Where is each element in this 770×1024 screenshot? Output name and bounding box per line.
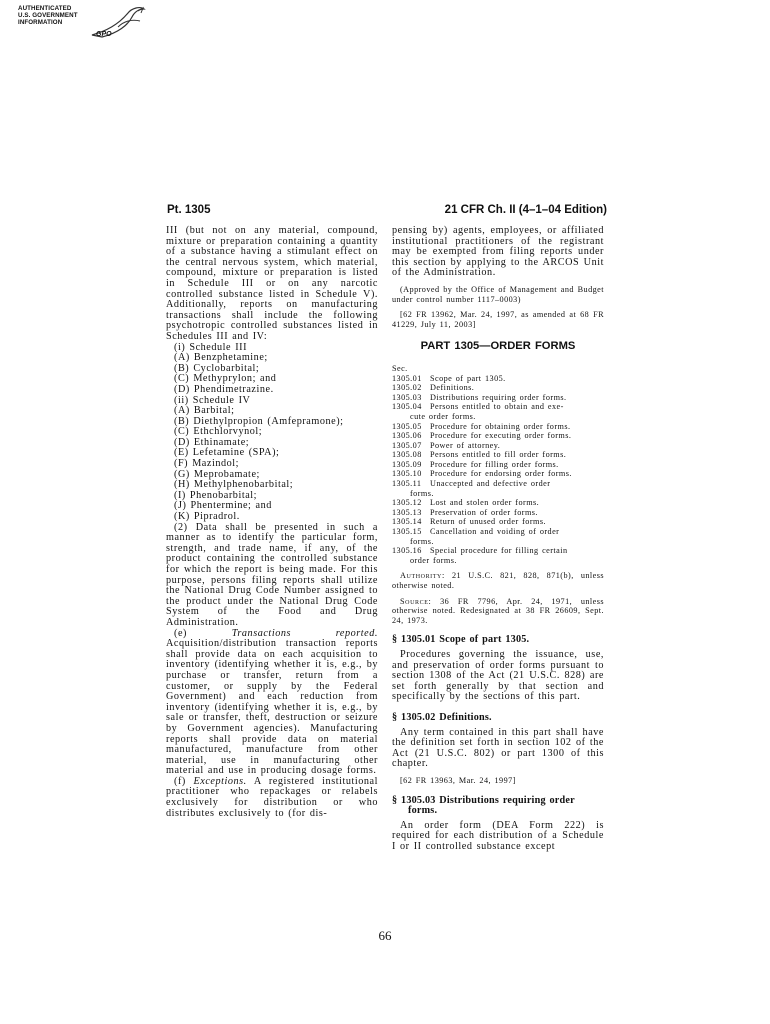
toc-section-title: Persons entitled to fill order forms. — [430, 450, 567, 460]
toc-section-title: Distributions requiring order forms. — [430, 392, 567, 402]
left-column — [166, 226, 378, 819]
paragraph-body: Acquisition/distribution transaction reports shall provide data on each acquisition to inventory (identifying whether it is, e.g., by purchase or transfer, return from a customer, or supply by the Federal Government) and each reduction from inventory (identifying whether it is, e.g., by sale or transfer, theft, destruction or seizure by Government agencies). Manufacturing reports shall provide data on material manufactured, manufacture from other material, use in manufacturing other material and use in producing dosage forms. — [166, 638, 378, 777]
toc-section-number: 1305.02 — [392, 383, 422, 393]
logo-gpo: GPO — [96, 31, 112, 38]
toc-section-number: 1305.11 — [392, 479, 422, 489]
toc-section-title: Return of unused order forms. — [430, 517, 546, 527]
toc-section-number: 1305.13 — [392, 507, 422, 517]
running-header-right: 21 CFR Ch. II (4–1–04 Edition) — [444, 204, 607, 216]
toc-entry — [392, 393, 604, 403]
paragraph-transactions-reported — [166, 629, 378, 777]
toc-entry — [392, 517, 604, 527]
authority-text: 21 U.S.C. 821, 828, 871(b), unless otherwise noted. — [392, 571, 604, 590]
schedule-list-item: (B) Cyclobarbital; — [174, 362, 260, 374]
toc-label: Sec. — [392, 363, 408, 373]
toc-section-number: 1305.03 — [392, 392, 422, 402]
toc-section-number: 1305.06 — [392, 431, 422, 441]
toc-entry — [392, 422, 604, 432]
schedule-list-item: (H) Methylphenobarbital; — [174, 479, 294, 491]
schedule-list-item: (C) Methyprylon; and — [174, 373, 277, 385]
toc-entry-continuation: order forms. — [410, 555, 457, 565]
schedule-list-item: (E) Lefetamine (SPA); — [174, 447, 280, 459]
table-of-contents — [392, 374, 604, 566]
authority-note — [392, 571, 604, 590]
schedule-list-item: (D) Ethinamate; — [174, 436, 250, 448]
schedule-list-item: (K) Pipradrol. — [174, 511, 240, 523]
toc-section-title: Power of attorney. — [430, 440, 501, 450]
right-column — [392, 226, 604, 852]
schedule-list-item: (D) Phendimetrazine. — [174, 383, 274, 395]
omb-approval-note: (Approved by the Office of Management and Budget under control number 1117–0003) — [392, 284, 604, 304]
schedule-list-item: (G) Meprobamate; — [174, 468, 260, 480]
toc-section-number: 1305.10 — [392, 469, 422, 479]
toc-section-number: 1305.16 — [392, 546, 422, 556]
schedule-list-item: (C) Ethchlorvynol; — [174, 426, 263, 438]
paragraph-exceptions — [166, 777, 378, 819]
toc-section-title: Lost and stolen order forms. — [430, 498, 540, 508]
toc-section-title: Procedure for filling order forms. — [430, 459, 559, 469]
schedule-list-item: (A) Benzphetamine; — [174, 352, 268, 364]
toc-entry — [392, 383, 604, 393]
toc-entry-continuation: forms. — [410, 488, 434, 498]
schedule-list-item: (F) Mazindol; — [174, 458, 240, 470]
paragraph-label: (e) — [174, 627, 187, 639]
toc-entry-continuation: cute order forms. — [410, 411, 476, 421]
toc-entry — [392, 460, 604, 470]
logo-line: INFORMATION — [18, 19, 63, 26]
toc-section-number: 1305.09 — [392, 459, 422, 469]
schedule-list-item: (I) Phenobarbital; — [174, 489, 258, 501]
logo-line: AUTHENTICATED — [18, 5, 72, 12]
section-heading-1305-02: § 1305.02 Definitions. — [392, 711, 492, 723]
schedule-list-item: (A) Barbital; — [174, 405, 235, 417]
section-heading-1305-03: § 1305.03 Distributions requiring order — [392, 794, 575, 806]
toc-section-number: 1305.15 — [392, 527, 422, 537]
paragraph-heading: Transactions reported. — [231, 627, 378, 639]
running-header-left: Pt. 1305 — [167, 204, 211, 216]
logo-line: U.S. GOVERNMENT — [18, 12, 78, 19]
toc-section-title: Procedure for obtaining order forms. — [430, 421, 571, 431]
source-label: Source: — [400, 596, 432, 606]
toc-entry — [392, 450, 604, 460]
authority-label: Authority: — [400, 571, 445, 581]
toc-entry — [392, 508, 604, 518]
part-title: PART 1305—ORDER FORMS — [420, 340, 576, 353]
toc-section-title: Definitions. — [430, 383, 475, 393]
page-number: 66 — [378, 928, 392, 943]
toc-section-title: Preservation of order forms. — [430, 507, 538, 517]
toc-section-number: 1305.07 — [392, 440, 422, 450]
toc-entry — [392, 527, 604, 537]
toc-entry — [392, 546, 604, 556]
toc-entry — [392, 479, 604, 489]
logo-text — [18, 5, 78, 26]
schedule-list — [166, 343, 378, 523]
toc-section-title: Scope of part 1305. — [430, 373, 506, 383]
toc-section-title: Special procedure for filling certain — [430, 546, 568, 556]
toc-section-title: Persons entitled to obtain and exe- — [430, 402, 564, 412]
paragraph: pensing by) agents, employees, or affiliated institutional practitioners of the registrant may be exempted from filing reports under this section by applying to the ARCOS Unit of the Administration. — [392, 225, 604, 279]
toc-section-title: Unaccepted and defective order — [430, 479, 551, 489]
toc-section-title: Procedure for executing order forms. — [430, 431, 572, 441]
toc-entry — [392, 441, 604, 451]
schedule-list-item: (J) Phentermine; and — [174, 500, 272, 512]
section-heading-1305-01: § 1305.01 Scope of part 1305. — [392, 634, 530, 646]
paragraph-label: (f) — [174, 775, 186, 787]
toc-section-number: 1305.01 — [392, 373, 422, 383]
toc-section-number: 1305.05 — [392, 421, 422, 431]
gpo-authentication-logo — [18, 5, 148, 45]
paragraph-heading: Exceptions. — [193, 775, 247, 787]
toc-entry-continuation: forms. — [410, 536, 434, 546]
toc-section-number: 1305.08 — [392, 450, 422, 460]
toc-section-number: 1305.04 — [392, 402, 422, 412]
source-text: 36 FR 7796, Apr. 24, 1971, unless otherwise noted. Redesignated at 38 FR 26609, Sept. 24, 1973. — [392, 596, 604, 625]
toc-section-title: Cancellation and voiding of order — [430, 527, 560, 537]
paragraph: (2) Data shall be presented in such a manner as to identify the particular form, strength, and trade name, if any, of the product containing the controlled substance for which the report is being made. For this purpose, persons filing reports shall utilize the National Drug Code Number assigned to the product under the National Drug Code System of the Food and Drug Administration. — [166, 521, 378, 628]
toc-entry — [392, 431, 604, 441]
toc-section-title: Procedure for endorsing order forms. — [430, 469, 572, 479]
paragraph-body: A registered institutional practitioner who repackages or relabels exclusively for distribution or who distributes exclusively to (for dis- — [166, 775, 378, 819]
schedule-list-item: (ii) Schedule IV — [174, 394, 251, 406]
toc-entry — [392, 402, 604, 412]
section-text: An order form (DEA Form 222) is required for each distribution of a Schedule I or II controlled substance except — [392, 819, 604, 852]
section-text: Any term contained in this part shall have the definition set forth in section 102 of the Act (21 U.S.C. 802) or part 1300 of this chapter. — [392, 726, 604, 770]
toc-entry — [392, 469, 604, 479]
toc-section-number: 1305.12 — [392, 498, 422, 508]
toc-entry — [392, 498, 604, 508]
section-citation: [62 FR 13963, Mar. 24, 1997] — [400, 775, 516, 785]
toc-section-number: 1305.14 — [392, 517, 422, 527]
schedule-list-item: (B) Diethylpropion (Amfepramone); — [174, 415, 344, 427]
amendment-citation: [62 FR 13962, Mar. 24, 1997, as amended at 68 FR 41229, July 11, 2003] — [392, 310, 604, 329]
paragraph: III (but not on any material, compound, mixture or preparation containing a quantity of a substance having a stimulant effect on the central nervous system, which material, compound, mixture or preparation is listed in Schedule III or on any narcotic controlled substance listed in Schedule V). Additionally, reports on manufacturing transactions shall include the following psychotropic controlled substances listed in Schedules III and IV: — [166, 225, 378, 342]
section-heading-continuation: forms. — [408, 805, 438, 817]
toc-entry — [392, 374, 604, 384]
section-text: Procedures governing the issuance, use, and preservation of order forms pursuant to section 1308 of the Act (21 U.S.C. 828) are set forth generally by that section and specifically by the sections of this part. — [392, 648, 604, 703]
schedule-list-item: (i) Schedule III — [174, 341, 248, 353]
source-note — [392, 597, 604, 626]
